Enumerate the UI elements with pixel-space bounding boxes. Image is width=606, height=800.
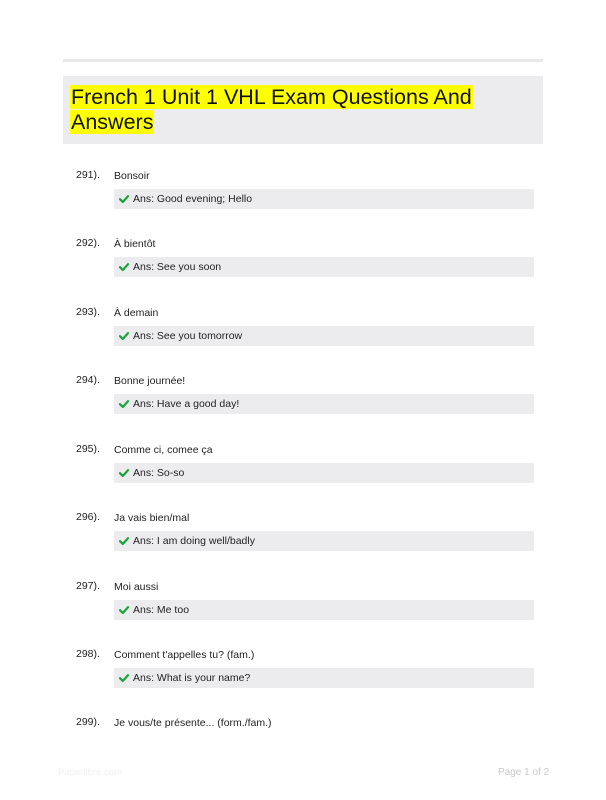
qa-item xyxy=(0,511,606,579)
question-number: 298). xyxy=(76,648,100,660)
question-number: 294). xyxy=(76,374,100,386)
qa-item xyxy=(0,306,606,374)
question-text: Bonsoir xyxy=(114,170,150,182)
qa-item xyxy=(0,169,606,237)
qa-item xyxy=(0,237,606,305)
answer-box xyxy=(114,463,534,483)
question-number: 296). xyxy=(76,511,100,523)
question-text: À demain xyxy=(114,307,159,319)
answer-box xyxy=(114,257,534,277)
answer-text: Ans: I am doing well/badly xyxy=(133,535,255,547)
question-number: 299). xyxy=(76,716,100,728)
answer-text: Ans: See you soon xyxy=(133,261,222,273)
question-text: Je vous/te présente... (form./fam.) xyxy=(114,717,272,729)
answer-box xyxy=(114,189,534,209)
answer-text: Ans: Me too xyxy=(133,604,190,616)
question-number: 297). xyxy=(76,580,100,592)
title-text: French 1 Unit 1 VHL Exam Questions And Answers xyxy=(71,85,472,134)
question-text: Moi aussi xyxy=(114,581,159,593)
qa-item xyxy=(0,580,606,648)
question-number: 293). xyxy=(76,306,100,318)
answer-box xyxy=(114,531,534,551)
answer-box xyxy=(114,326,534,346)
page-number: Page 1 of 2 xyxy=(498,767,550,778)
answer-text: Ans: What is your name? xyxy=(133,672,251,684)
check-icon xyxy=(119,399,129,409)
question-text: Ja vais bien/mal xyxy=(114,512,190,524)
question-number: 291). xyxy=(76,169,100,181)
top-divider xyxy=(63,59,543,62)
check-icon xyxy=(119,673,129,683)
question-number: 292). xyxy=(76,237,100,249)
answer-text: Ans: Good evening; Hello xyxy=(133,193,253,205)
answer-text: Ans: Have a good day! xyxy=(133,398,240,410)
check-icon xyxy=(119,331,129,341)
answer-box xyxy=(114,394,534,414)
answer-box xyxy=(114,600,534,620)
check-icon xyxy=(119,262,129,272)
check-icon xyxy=(119,468,129,478)
qa-item xyxy=(0,648,606,716)
question-text: Bonne journée! xyxy=(114,375,186,387)
answer-box xyxy=(114,668,534,688)
qa-item xyxy=(0,443,606,511)
page-title xyxy=(70,85,490,135)
check-icon xyxy=(119,194,129,204)
question-number: 295). xyxy=(76,443,100,455)
qa-item xyxy=(0,374,606,442)
question-text: Comme ci, comee ça xyxy=(114,444,213,456)
check-icon xyxy=(119,605,129,615)
question-text: Comment t'appelles tu? (fam.) xyxy=(114,649,255,661)
answer-text: Ans: See you tomorrow xyxy=(133,330,243,342)
answer-text: Ans: So-so xyxy=(133,467,185,479)
question-text: À bientôt xyxy=(114,238,156,250)
footer-watermark: Paperlibre.com xyxy=(58,767,122,778)
check-icon xyxy=(119,536,129,546)
